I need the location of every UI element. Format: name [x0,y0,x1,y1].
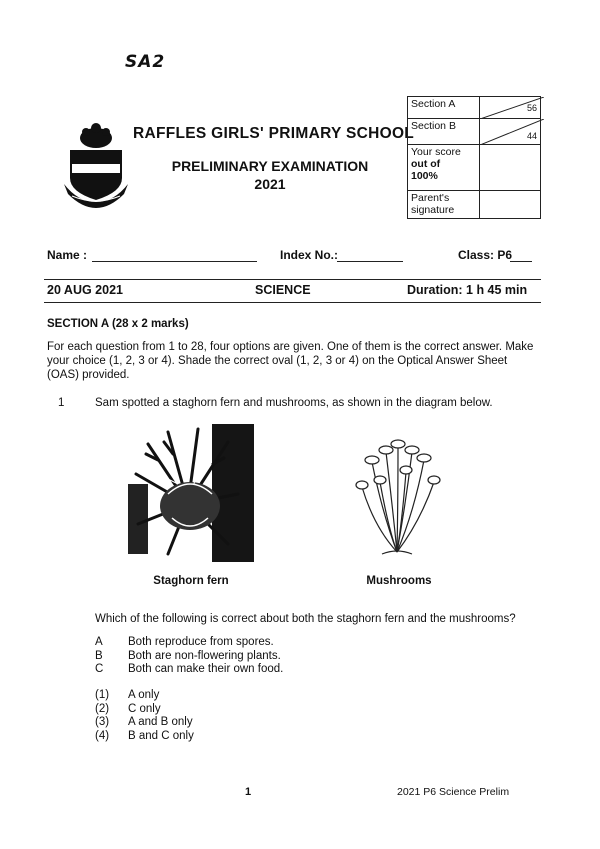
class-field[interactable] [510,261,532,262]
option-item[interactable] [95,689,194,703]
section-a-total: 56 [526,103,537,113]
option-text: C only [128,702,161,715]
handwritten-mark: SA2 [125,52,166,72]
page-number: 1 [245,786,252,798]
statement-text: Both reproduce from spores. [128,636,274,648]
section-heading: SECTION A (28 x 2 marks) [47,318,189,330]
section-b-total: 44 [526,131,537,141]
parent-signature-field[interactable] [480,191,541,219]
your-score-line3: 100% [411,170,438,182]
section-a-label: Section A [408,97,480,119]
subject: SCIENCE [255,283,311,297]
instructions: For each question from 1 to 28, four options are given. One of them is the correct answer. Make your choice (1, 2, 3 or 4). Shade the correct oval (1, 2, 3 or 4) on the Optical Answer Sheet (OAS) provided. [47,341,534,381]
name-field[interactable] [92,261,257,262]
your-score-field[interactable] [480,145,541,191]
option-item[interactable] [95,703,194,717]
score-table [407,96,541,219]
exam-year: 2021 [254,176,286,192]
your-score-label [408,145,480,191]
question-prompt: Which of the following is correct about both the staghorn fern and the mushrooms? [95,613,516,625]
statement-letter: A [95,636,103,648]
your-score-line1: Your score [411,146,461,158]
option-item[interactable] [95,716,194,730]
footer-doc-label: 2021 P6 Science Prelim [397,786,510,798]
school-crest-logo [58,120,134,210]
section-a-score-cell [480,97,541,119]
option-text: A only [128,689,160,701]
question-number: 1 [58,397,65,409]
statement-letter: C [95,663,104,675]
option-text: B and C only [128,729,194,742]
section-b-label: Section B [408,119,480,145]
mushrooms-image [352,432,442,562]
staghorn-fern-image [128,424,254,562]
class-label: Class: P6 [458,248,513,262]
statement-text: Both are non-flowering plants. [128,649,281,662]
info-bar-bottom-rule [44,302,541,303]
options-list [95,689,194,743]
mushrooms-caption: Mushrooms [366,575,432,587]
option-number: (2) [95,702,110,715]
statement-list [95,636,283,677]
exam-date: 20 AUG 2021 [47,283,123,297]
index-label: Index No.: [280,248,339,262]
exam-title: PRELIMINARY EXAMINATION [171,158,369,174]
statement-item [95,650,283,664]
info-bar-top-rule [44,279,541,280]
parent-sig-line2: signature [411,204,455,216]
duration: Duration: 1 h 45 min [407,283,528,297]
statement-letter: B [95,649,103,662]
name-label: Name : [47,248,88,262]
statement-item [95,636,283,650]
parent-sig-line1: Parent's [411,192,450,204]
parent-signature-label [408,191,480,219]
option-number: (3) [95,716,110,728]
staghorn-fern-caption: Staghorn fern [153,575,229,587]
school-name: RAFFLES GIRLS' PRIMARY SCHOOL [133,125,415,142]
question-text: Sam spotted a staghorn fern and mushrooms, as shown in the diagram below. [95,397,493,409]
option-number: (1) [95,689,110,701]
statement-item [95,663,283,677]
your-score-line2: out of [411,158,441,170]
option-number: (4) [95,729,110,742]
index-field[interactable] [337,261,403,262]
statement-text: Both can make their own food. [128,663,284,675]
option-item[interactable] [95,730,194,744]
section-b-score-cell [480,119,541,145]
option-text: A and B only [128,716,193,728]
